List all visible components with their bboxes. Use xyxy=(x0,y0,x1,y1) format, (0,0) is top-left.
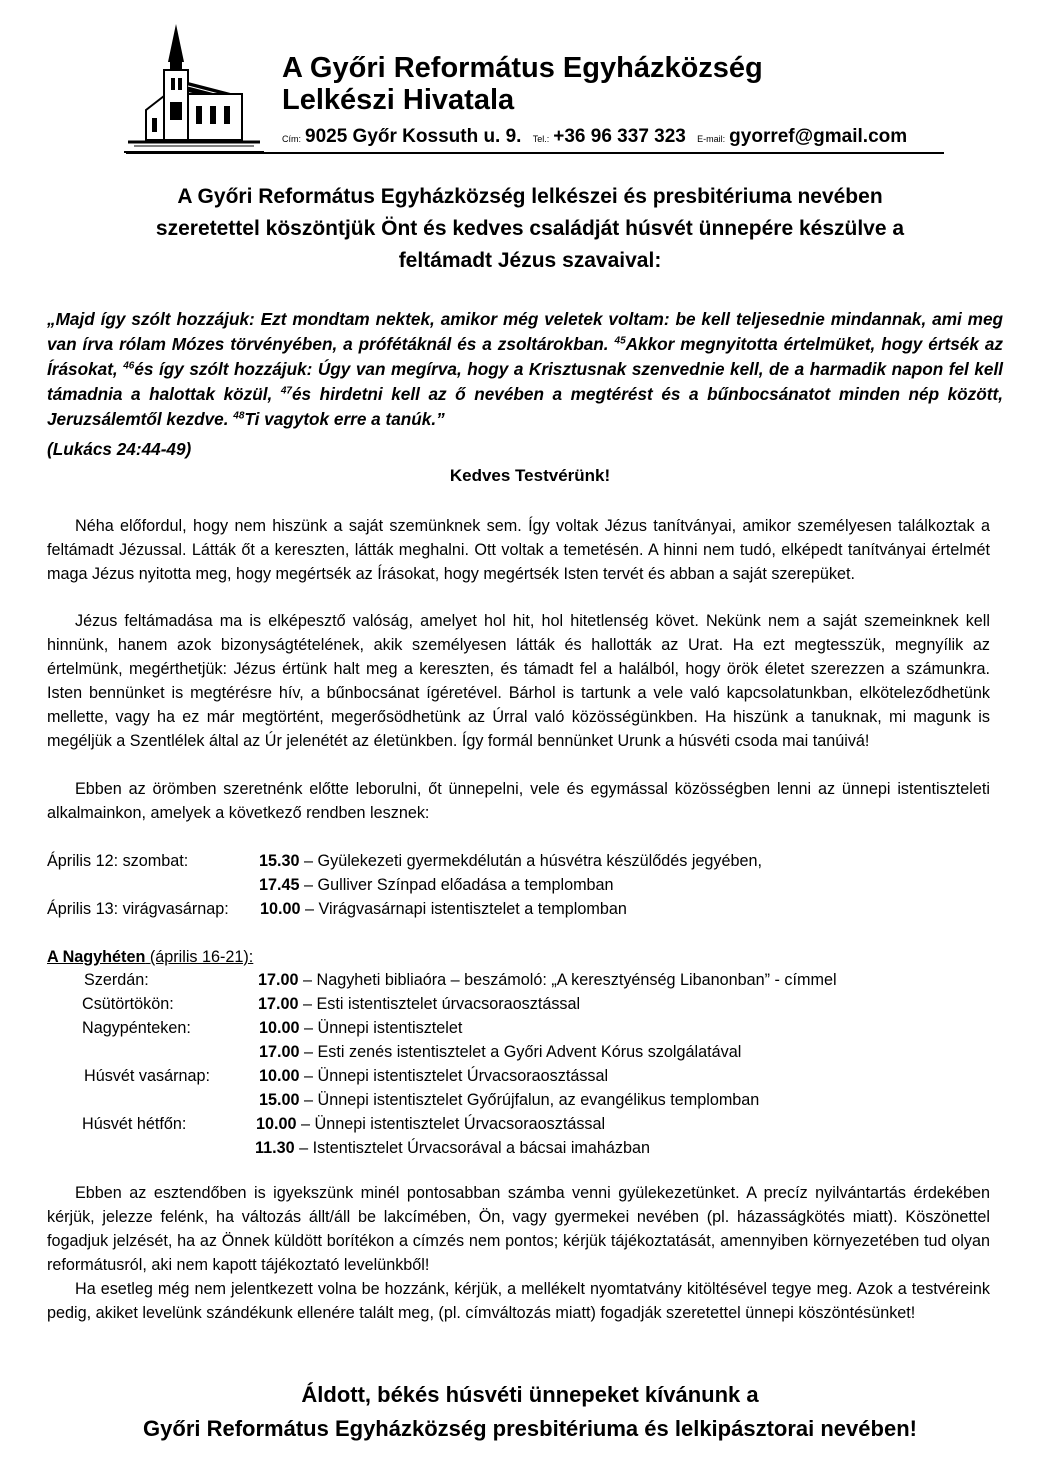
verse-number: 45 xyxy=(614,335,626,347)
schedule-entry xyxy=(259,1064,608,1088)
schedule-time: 17.00 xyxy=(259,1043,300,1061)
phone-label: Tel.: xyxy=(532,134,550,144)
schedule-day: Április 12: szombat: xyxy=(47,852,189,870)
paragraph-1: Néha előfordul, hogy nem hiszünk a saját szemünknek sem. Így voltak Jézus tanítványai, amikor személyesen találkoztak a feltámadt Jézussal. Látták őt a kereszten, látták meghalni. Ott voltak a temetésén. A hinni nem tudó, elképedt tanítványai értelmét maga Jézus nyitotta meg, hogy megértsék az Írásokat, hogy megértsék Isten tervét és abban a saját szerepüket. xyxy=(47,517,990,583)
schedule-desc: – Gulliver Színpad előadása a templomban xyxy=(299,876,614,894)
holy-week-title: A Nagyhéten xyxy=(47,948,146,966)
greeting-line-2: szeretettel köszöntjük Önt és kedves családját húsvét ünnepére készülve a xyxy=(155,217,905,240)
schedule-entry xyxy=(256,1112,605,1136)
bible-quote xyxy=(47,307,1003,432)
address-label: Cím: xyxy=(282,134,301,144)
verse-number: 46 xyxy=(123,360,135,372)
schedule-desc: – Virágvasárnapi istentisztelet a templomban xyxy=(300,900,627,918)
quote-part: Ti vagytok erre a tanúk.” xyxy=(244,409,445,429)
quote-part: és így szólt hozzájuk: Úgy van megírva, hogy a Krisztusnak szenvednie kell, de a harmadik napon fel kell támadnia a halottak közül, xyxy=(47,359,1003,404)
schedule-desc: – Esti zenés istentisztelet a Győri Advent Kórus szolgálatával xyxy=(299,1043,742,1061)
salutation: Kedves Testvérünk! xyxy=(449,466,611,485)
schedule-desc: – Ünnepi istentisztelet xyxy=(299,1019,463,1037)
org-subtitle: Lelkészi Hivatala xyxy=(282,84,515,116)
schedule-entry xyxy=(259,873,614,897)
schedule-desc: – Esti istentisztelet úrvacsoraosztással xyxy=(298,995,581,1013)
paragraph-5: Ha esetleg még nem jelentkezett volna be hozzánk, kérjük, a mellékelt nyomtatvány kitöltésével tegye meg. Azok a testvéreink pedig, akiket levelünk szándékunk ellenére talált meg, (pl. címváltozás miatt) fogadják szeretettel ünnepi köszöntésünket! xyxy=(47,1280,990,1322)
schedule-day: Nagypénteken: xyxy=(82,1019,191,1037)
schedule-desc: – Istentisztelet Úrvacsorával a bácsai imaházban xyxy=(294,1139,651,1157)
schedule-entry xyxy=(258,968,837,992)
schedule-time: 10.00 xyxy=(259,1019,300,1037)
greeting-line-3: feltámadt Jézus szavaival: xyxy=(398,249,662,272)
schedule-entry xyxy=(259,1088,759,1112)
holy-week-heading xyxy=(47,945,253,969)
schedule-day: Április 13: virágvasárnap: xyxy=(47,900,229,918)
verse-number: 47 xyxy=(280,385,292,397)
quote-part: Akkor megnyitotta értelmüket, hogy értsék az Írásokat, xyxy=(47,334,1003,379)
blessing xyxy=(0,1378,1060,1446)
holy-week-dates: (április 16-21): xyxy=(145,948,254,966)
schedule-day: Csütörtökön: xyxy=(82,995,174,1013)
schedule-time: 10.00 xyxy=(260,900,301,918)
contact-line xyxy=(282,124,944,150)
schedule-desc: – Ünnepi istentisztelet Úrvacsoraosztással xyxy=(296,1115,606,1133)
schedule-entry xyxy=(259,1040,741,1064)
verse-number: 48 xyxy=(233,410,245,422)
address: 9025 Győr Kossuth u. 9. xyxy=(305,126,522,147)
letterhead-divider xyxy=(126,152,944,154)
schedule-time: 17.00 xyxy=(258,971,299,989)
schedule-day: Húsvét hétfőn: xyxy=(82,1115,187,1133)
email-label: E-mail: xyxy=(697,134,726,144)
schedule-entry xyxy=(260,897,627,921)
schedule-time: 11.30 xyxy=(255,1139,295,1157)
schedule-time: 10.00 xyxy=(256,1115,297,1133)
schedule-desc: – Ünnepi istentisztelet Úrvacsoraosztással xyxy=(299,1067,609,1085)
schedule-day: Szerdán: xyxy=(84,971,149,989)
greeting-title xyxy=(60,181,1000,277)
church-icon xyxy=(124,22,264,156)
quote-part: „Majd így szólt hozzájuk: Ezt mondtam nektek, amikor még veletek voltam: be kell teljesednie mindannak, ami meg van írva rólam Mózes törvényében, a prófétáknál és a zsoltárokban. xyxy=(47,309,1003,354)
schedule-time: 17.00 xyxy=(258,995,299,1013)
schedule-time: 17.45 xyxy=(259,876,300,894)
bible-reference: (Lukács 24:44-49) xyxy=(47,439,192,459)
paragraph-3: Ebben az örömben szeretnénk előtte leborulni, őt ünnepelni, vele és egymással közösségben lenni az ünnepi istentiszteleti alkalmainkon, amelyek a következő rendben lesznek: xyxy=(47,780,990,822)
paragraph-2: Jézus feltámadása ma is elképesztő valóság, amelyet hol hit, hol hitetlenség követ. Nekünk nem a saját szemeinknek kell hinnünk, hanem azok bizonyságtételének, akik személyesen látták és hallották az Urat. Ha ezt megtesszük, megnyílik az értelmünk, megérthetjük: Jézus értünk halt meg a kereszten, és támadt fel a halálból, hogy örök életet szerezzen a számunkra. Isten bennünket is megtérésre hív, a bűnbocsánat ígéretével. Bárhol is tartunk a vele való kapcsolatunkban, elköteleződhetünk mellette, vagy ha ez már megtörtént, megerősödhetünk az Úrral való közösségünkben. Ha hiszünk a tanuknak, mi magunk is megéljük a Szentlélek által az Úr jelenétét az életünkben. Így formál bennünket Urunk a húsvéti csoda mai tanúivá! xyxy=(47,612,990,750)
schedule-time: 10.00 xyxy=(259,1067,300,1085)
schedule-time: 15.30 xyxy=(259,852,300,870)
letterhead xyxy=(0,0,1060,160)
blessing-line-1: Áldott, békés húsvéti ünnepeket kívánunk a xyxy=(301,1382,759,1407)
quote-part: és hirdetni kell az ő nevében a megtérést és a bűnbocsánatot minden nép között, Jeruzsálemtől kezdve. xyxy=(47,384,1003,429)
phone: +36 96 337 323 xyxy=(553,126,686,147)
org-name: A Győri Református Egyházközség xyxy=(282,52,763,84)
blessing-line-2: Győri Református Egyházközség presbitériuma és lelkipásztorai nevében! xyxy=(143,1416,917,1441)
schedule-time: 15.00 xyxy=(259,1091,300,1109)
schedule-entry xyxy=(255,1136,650,1160)
greeting-line-1: A Győri Református Egyházközség lelkészei és presbitériuma nevében xyxy=(177,185,883,208)
schedule-entry xyxy=(259,1016,462,1040)
paragraph-4: Ebben az esztendőben is igyekszünk minél pontosabban számba venni gyülekezetünket. A precíz nyilvántartás érdekében kérjük, jelezze felénk, ha változás állt/áll be lakcímében, Ön, vagy gyermekei nevében (pl. házasságkötés miatt). Köszönettel fogadjuk jelzését, ha az Önnek küldött borítékon a címzés nem pontos; kérjük tájékoztatását, amennyiben környezetében tud olyan reformátusról, aki nem kapott tájékoztató levelünkből! xyxy=(47,1184,990,1274)
schedule-desc: – Gyülekezeti gyermekdélután a húsvétra készülődés jegyében, xyxy=(299,852,763,870)
schedule-desc: – Ünnepi istentisztelet Győrújfalun, az evangélikus templomban xyxy=(299,1091,760,1109)
schedule-desc: – Nagyheti bibliaóra – beszámoló: „A keresztyénség Libanonban” - címmel xyxy=(298,971,837,989)
schedule-day: Húsvét vasárnap: xyxy=(84,1067,210,1085)
schedule-entry xyxy=(259,849,762,873)
email: gyorref@gmail.com xyxy=(729,126,908,147)
schedule-entry xyxy=(258,992,580,1016)
